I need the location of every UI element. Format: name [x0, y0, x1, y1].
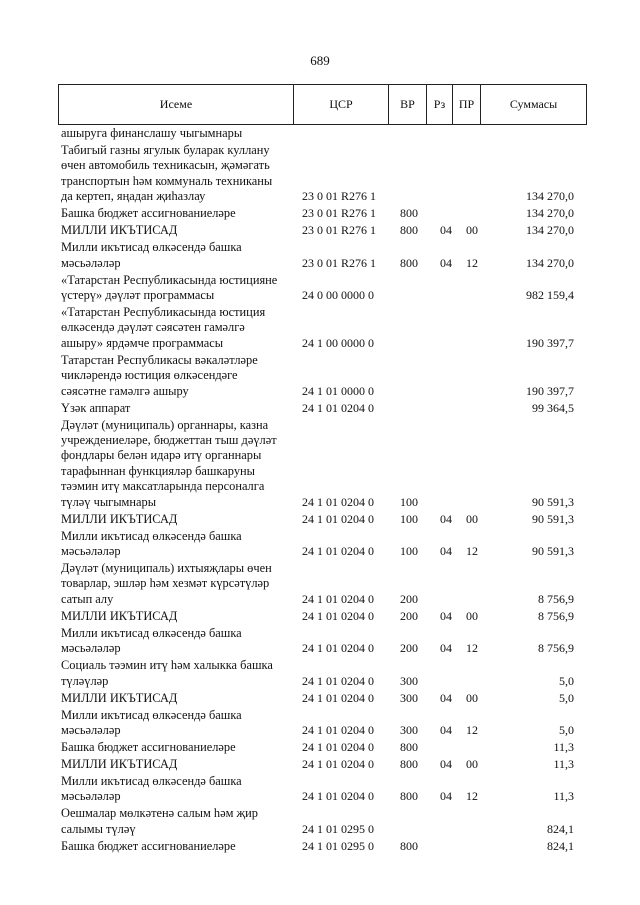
- row-vr: 800: [400, 206, 418, 221]
- row-csr: 24 1 01 0204 0: [302, 400, 374, 415]
- row-sum: 8 756,9: [538, 608, 574, 623]
- row-sum: 90 591,3: [532, 511, 574, 526]
- row-name-line: өлкәсендә дәүләт сәясәтен гамәлгә: [61, 320, 245, 335]
- row-name-line: учреждениеләре, бюджеттан тыш дәүләт: [61, 433, 277, 447]
- row-vr: 800: [400, 838, 418, 853]
- row-name-line: түләү чыгымнары: [61, 494, 157, 509]
- row-sum: 134 270,0: [526, 223, 574, 238]
- row-rz: 04: [440, 223, 452, 238]
- table-row: [0, 691, 640, 706]
- row-csr: 24 1 01 0204 0: [302, 608, 374, 623]
- row-name-line: Дәүләт (муниципаль) органнары, казна: [61, 417, 269, 432]
- row-csr: 24 1 01 0204 0: [302, 690, 374, 705]
- table-row: [0, 206, 640, 221]
- row-vr: 800: [400, 757, 418, 771]
- row-sum: 11,3: [553, 757, 574, 771]
- row-sum: 5,0: [559, 673, 574, 688]
- row-sum: 134 270,0: [526, 255, 574, 270]
- row-name-line: Оешмалар мөлкәтенә салым һәм җир: [61, 806, 258, 821]
- table-row: [0, 512, 640, 527]
- row-pr: 00: [466, 223, 478, 238]
- row-name: [61, 143, 287, 205]
- row-csr: 24 1 00 0000 0: [302, 335, 374, 350]
- row-rz: 04: [440, 511, 452, 526]
- row-name-line: салымы түләү: [61, 821, 136, 836]
- row-name-line: сәясәтне гамәлгә ашыру: [61, 383, 189, 398]
- row-pr: 12: [466, 543, 478, 558]
- row-sum: 134 270,0: [526, 189, 574, 204]
- header-rz: Рз: [427, 85, 453, 125]
- table-row: [0, 353, 640, 399]
- row-name: [61, 126, 287, 141]
- row-vr: 300: [400, 673, 418, 688]
- row-csr: 23 0 01 R276 1: [302, 206, 377, 221]
- row-name-line: Үзәк аппарат: [61, 400, 131, 415]
- row-sum: 824,1: [547, 838, 574, 853]
- table-row: [0, 305, 640, 351]
- table-row: [0, 126, 640, 141]
- row-name-line: транспортын һәм коммуналь техниканы: [61, 173, 273, 188]
- row-csr: 24 1 01 0204 0: [302, 722, 374, 737]
- row-sum: 11,3: [553, 789, 574, 804]
- row-name-line: да кертеп, яңадан җиһазлау: [61, 189, 206, 204]
- row-name: [61, 740, 287, 755]
- table-row: [0, 740, 640, 755]
- row-pr: 00: [466, 690, 478, 705]
- row-name-line: Милли икътисад өлкәсендә башка: [61, 625, 242, 640]
- row-name: [61, 561, 287, 607]
- row-name: [61, 626, 287, 657]
- row-sum: 190 397,7: [526, 383, 574, 398]
- table-row: [0, 774, 640, 805]
- row-rz: 04: [440, 722, 452, 737]
- row-pr: 12: [466, 789, 478, 804]
- row-vr: 800: [400, 789, 418, 804]
- row-sum: 5,0: [559, 722, 574, 737]
- row-vr: 800: [400, 255, 418, 270]
- row-rz: 04: [440, 543, 452, 558]
- row-rz: 04: [440, 690, 452, 705]
- row-sum: 982 159,4: [526, 287, 574, 302]
- row-name: [61, 757, 287, 772]
- row-vr: 100: [400, 543, 418, 558]
- row-csr: 24 1 01 0204 0: [302, 673, 374, 688]
- header-pr: ПР: [453, 85, 481, 125]
- row-name-line: мәсьәләләр: [61, 255, 121, 270]
- row-pr: 12: [466, 255, 478, 270]
- row-name-line: Милли икътисад өлкәсендә башка: [61, 707, 242, 722]
- row-vr: 100: [400, 511, 418, 526]
- row-name: [61, 206, 287, 221]
- row-vr: 300: [400, 722, 418, 737]
- row-sum: 90 591,3: [532, 494, 574, 509]
- table-row: [0, 757, 640, 772]
- row-name-line: Милли икътисад өлкәсендә башка: [61, 528, 242, 543]
- row-name: [61, 401, 287, 416]
- table-row: [0, 609, 640, 624]
- row-name-line: мәсьәләләр: [61, 789, 121, 804]
- row-name: [61, 658, 287, 689]
- row-name: [61, 512, 287, 527]
- row-vr: 200: [400, 641, 418, 656]
- row-name-line: Дәүләт (муниципаль) ихтыяҗлары өчен: [61, 561, 272, 575]
- table-row: [0, 626, 640, 657]
- row-name-line: Башка бюджет ассигнованиеләре: [61, 740, 236, 754]
- row-sum: 134 270,0: [526, 206, 574, 221]
- row-csr: 24 1 01 0295 0: [302, 821, 374, 836]
- row-name-line: Социаль тәэмин итү һәм халыкка башка: [61, 658, 273, 673]
- row-pr: 00: [466, 511, 478, 526]
- table-row: [0, 658, 640, 689]
- row-name-line: Татарстан Республикасы вәкаләтләре: [61, 352, 258, 367]
- header-name: Исеме: [59, 85, 294, 125]
- row-name: [61, 691, 287, 706]
- row-name: [61, 609, 287, 624]
- row-csr: 24 1 01 0204 0: [302, 740, 374, 754]
- row-csr: 24 0 00 0000 0: [302, 287, 374, 302]
- row-name: [61, 353, 287, 399]
- row-sum: 11,3: [553, 740, 574, 754]
- row-rz: 04: [440, 255, 452, 270]
- row-name-line: МИЛЛИ ИКЪТИСАД: [61, 690, 178, 705]
- row-sum: 90 591,3: [532, 543, 574, 558]
- row-sum: 99 364,5: [532, 400, 574, 415]
- row-pr: 00: [466, 608, 478, 623]
- row-sum: 8 756,9: [538, 641, 574, 656]
- row-vr: 800: [400, 740, 418, 754]
- page-number: 689: [310, 53, 330, 68]
- row-name: [61, 708, 287, 739]
- row-csr: 24 1 01 0204 0: [302, 543, 374, 558]
- table-row: [0, 240, 640, 271]
- row-csr: 24 1 01 0204 0: [302, 757, 374, 771]
- table-row: [0, 806, 640, 837]
- row-name-line: МИЛЛИ ИКЪТИСАД: [61, 511, 178, 526]
- row-name-line: үстерү» дәүләт программасы: [61, 288, 215, 302]
- row-rz: 04: [440, 789, 452, 804]
- row-name-line: мәсьәләләр: [61, 723, 121, 737]
- row-pr: 00: [466, 757, 478, 771]
- row-name-line: мәсьәләләр: [61, 641, 121, 656]
- row-name-line: «Татарстан Республикасында юстицияне: [61, 272, 278, 287]
- row-name-line: чикләрендә юстиция өлкәсендәге: [61, 368, 238, 383]
- row-sum: 190 397,7: [526, 335, 574, 350]
- row-csr: 23 0 01 R276 1: [302, 223, 377, 238]
- row-name-line: фондлары белән идарә итү органнары: [61, 448, 262, 463]
- row-name-line: тәэмин итү максатларында персоналга: [61, 479, 265, 494]
- row-name: [61, 418, 287, 510]
- header-vr: ВР: [389, 85, 427, 125]
- row-name-line: Милли икътисад өлкәсендә башка: [61, 774, 242, 788]
- row-pr: 12: [466, 722, 478, 737]
- row-name-line: Башка бюджет ассигнованиеләре: [61, 838, 236, 853]
- table-row: [0, 401, 640, 416]
- row-name: [61, 240, 287, 271]
- table-row: [0, 708, 640, 739]
- row-csr: 24 1 01 0204 0: [302, 591, 374, 606]
- row-csr: 24 1 01 0295 0: [302, 838, 374, 853]
- row-csr: 24 1 01 0204 0: [302, 789, 374, 804]
- row-name-line: тарафыннан функцияләр башкаруны: [61, 463, 255, 478]
- row-rz: 04: [440, 757, 452, 771]
- row-rz: 04: [440, 608, 452, 623]
- row-pr: 12: [466, 641, 478, 656]
- row-name-line: МИЛЛИ ИКЪТИСАД: [61, 223, 178, 238]
- row-vr: 100: [400, 494, 418, 509]
- row-csr: 23 0 01 R276 1: [302, 255, 377, 270]
- table-row: [0, 223, 640, 238]
- row-rz: 04: [440, 641, 452, 656]
- row-name-line: «Татарстан Республикасында юстиция: [61, 305, 266, 319]
- row-name-line: түләүләр: [61, 673, 109, 688]
- row-name-line: өчен автомобиль техникасын, җәмәгать: [61, 158, 270, 173]
- row-name: [61, 529, 287, 560]
- table-row: [0, 839, 640, 854]
- row-name: [61, 223, 287, 238]
- header-csr: ЦСР: [294, 85, 389, 125]
- row-vr: 800: [400, 223, 418, 238]
- row-sum: 8 756,9: [538, 591, 574, 606]
- row-name-line: мәсьәләләр: [61, 544, 121, 558]
- row-csr: 23 0 01 R276 1: [302, 189, 377, 204]
- row-csr: 24 1 01 0204 0: [302, 494, 374, 509]
- row-name-line: ашыруга финанслашу чыгымнары: [61, 126, 243, 140]
- table-row: [0, 418, 640, 510]
- row-name-line: МИЛЛИ ИКЪТИСАД: [61, 757, 178, 771]
- header-sum: Суммасы: [481, 85, 587, 125]
- row-vr: 300: [400, 690, 418, 705]
- row-name-line: Башка бюджет ассигнованиеләре: [61, 206, 236, 221]
- row-csr: 24 1 01 0000 0: [302, 383, 374, 398]
- row-name-line: Табигый газны ягулык буларак куллану: [61, 143, 270, 157]
- row-name: [61, 273, 287, 304]
- row-sum: 5,0: [559, 690, 574, 705]
- row-vr: 200: [400, 608, 418, 623]
- row-name-line: Милли икътисад өлкәсендә башка: [61, 240, 242, 255]
- row-name-line: ашыру» ярдәмче программасы: [61, 335, 224, 350]
- table-row: [0, 561, 640, 607]
- row-name-line: товарлар, эшләр һәм хезмәт күрсәтүләр: [61, 576, 270, 591]
- row-name: [61, 806, 287, 837]
- row-csr: 24 1 01 0204 0: [302, 511, 374, 526]
- row-name-line: МИЛЛИ ИКЪТИСАД: [61, 608, 178, 623]
- row-name: [61, 305, 287, 351]
- table-row: [0, 143, 640, 205]
- row-csr: 24 1 01 0204 0: [302, 641, 374, 656]
- row-name: [61, 839, 287, 854]
- row-name-line: сатып алу: [61, 591, 114, 606]
- row-sum: 824,1: [547, 821, 574, 836]
- row-name: [61, 774, 287, 805]
- table-row: [0, 273, 640, 304]
- table-row: [0, 529, 640, 560]
- row-vr: 200: [400, 591, 418, 606]
